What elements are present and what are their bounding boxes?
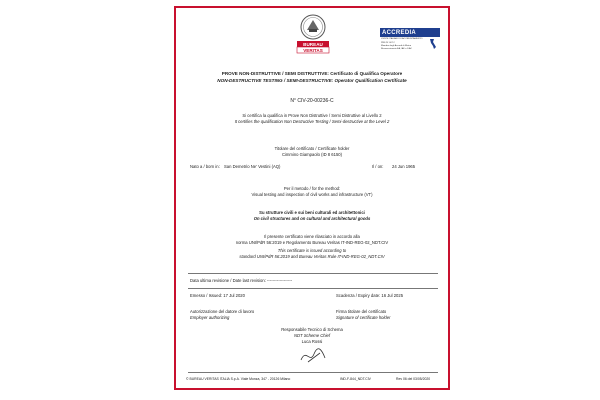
compliance-it-2: norma UNI/PdR 56:2019 e Regolamento Bureau Veritas IT-IND-REG-02_NDT.CIV bbox=[235, 240, 389, 245]
born-at-label: Nato a / born in: bbox=[190, 164, 220, 169]
qualification-english: It certifies the qualification Non Destructive Testing / Semi-destructive at the Level 2 bbox=[234, 119, 390, 124]
scope-italian: Su strutture civili e sui beni culturali ed architettonici bbox=[259, 210, 365, 215]
divider-1 bbox=[188, 273, 438, 274]
accredia-bar bbox=[380, 28, 440, 37]
employer-label-it: Autorizzazione del datore di lavoro bbox=[190, 309, 255, 314]
compliance-en-1: This certificate is issued according to bbox=[277, 248, 347, 253]
compliance-it-1: Il presente certificato viene rilasciato in accordo alla bbox=[264, 234, 360, 239]
manager-name: Luca Rossi bbox=[301, 339, 323, 344]
divider-footer bbox=[188, 372, 438, 373]
method-label: Per il metodo / for the method: bbox=[283, 186, 341, 191]
accredia-line3: Riconoscimento EA, IAF e ILAC bbox=[381, 48, 413, 50]
issued-date: Emesso / Issued: 17 Jul 2020 bbox=[190, 293, 245, 298]
certificate-number: N° CIV-20-00236-C bbox=[290, 98, 334, 104]
accredia-name: ACCREDIA bbox=[382, 29, 417, 36]
scope-english: On civil structures and on cultural and architectural goods bbox=[253, 216, 371, 221]
holder-label: Titolare del certificato / Certificate holder bbox=[274, 146, 350, 151]
holder-signature-label-it: Firma titolare del certificato bbox=[336, 309, 387, 314]
certificate-page bbox=[174, 6, 450, 390]
holder-signature-label-en: Signature of certificate holder bbox=[336, 315, 391, 320]
holder-name: Cimmino Giampaolo (ID 8 6150) bbox=[281, 152, 343, 157]
title-italian: PROVE NON-DISTRUTTIVE / SEMI DISTRUTTIVE: Certificato di Qualifica Operatore bbox=[221, 71, 403, 76]
logo-brand-bottom: VERITAS bbox=[303, 47, 323, 53]
italy-map-icon bbox=[428, 38, 438, 50]
manager-title-it: Responsabile Tecnico di Schema bbox=[281, 327, 343, 332]
footer-company: © BUREAU VERITAS ITALIA S.p.A. Viale Monza, 347 - 20126 Milano bbox=[186, 377, 291, 381]
logo-brand-top: BUREAU bbox=[303, 41, 323, 47]
accredia-subtitle: L'ENTE ITALIANO DI ACCREDITAMENTO bbox=[381, 38, 423, 40]
born-on-value: 24 Jun 1965 bbox=[392, 164, 416, 169]
compliance-en-2: standard UNI/PdR 56:2019 and Bureau Veritas Rule IT-IND-REG-02_NDT.CIV bbox=[239, 254, 385, 259]
bureau-veritas-logo bbox=[294, 14, 332, 56]
last-revision: Data ultima revisione / Date last revision: ------------------ bbox=[190, 278, 293, 283]
manager-title-en: NDT Scheme Chief bbox=[293, 333, 331, 338]
divider-2 bbox=[188, 288, 438, 289]
employer-label-en: Employer authorizing bbox=[190, 315, 230, 320]
method-value: Visual testing and inspection of civil works and infrastructure (VT) bbox=[251, 192, 373, 197]
footer-revision: Rev 06 del 03/05/2020 bbox=[396, 377, 431, 381]
expiry-date: Scadenza / Expiry date: 16 Jul 2025 bbox=[336, 293, 404, 298]
born-on-label: Il / on: bbox=[372, 164, 384, 169]
born-at-value: San Demetrio Ne' Vestini (AQ) bbox=[224, 164, 281, 169]
footer-form: IND-F-844_NDT.CIV bbox=[340, 377, 371, 381]
accredia-line1: PRS N° 007 C bbox=[381, 42, 396, 44]
accredia-line2: Membro degli Accordi di Mutuo bbox=[381, 45, 412, 47]
title-english: NON-DESTRUCTIVE TESTING / SEMI-DESTRUCTIVE: Operator Qualification Certificate bbox=[217, 78, 407, 83]
manager-signature bbox=[298, 344, 330, 368]
accredia-logo bbox=[380, 28, 440, 54]
qualification-italian: Si certifica la qualifica in Prove Non Distruttive / Semi Distruttive al Livello 2 bbox=[242, 113, 382, 118]
